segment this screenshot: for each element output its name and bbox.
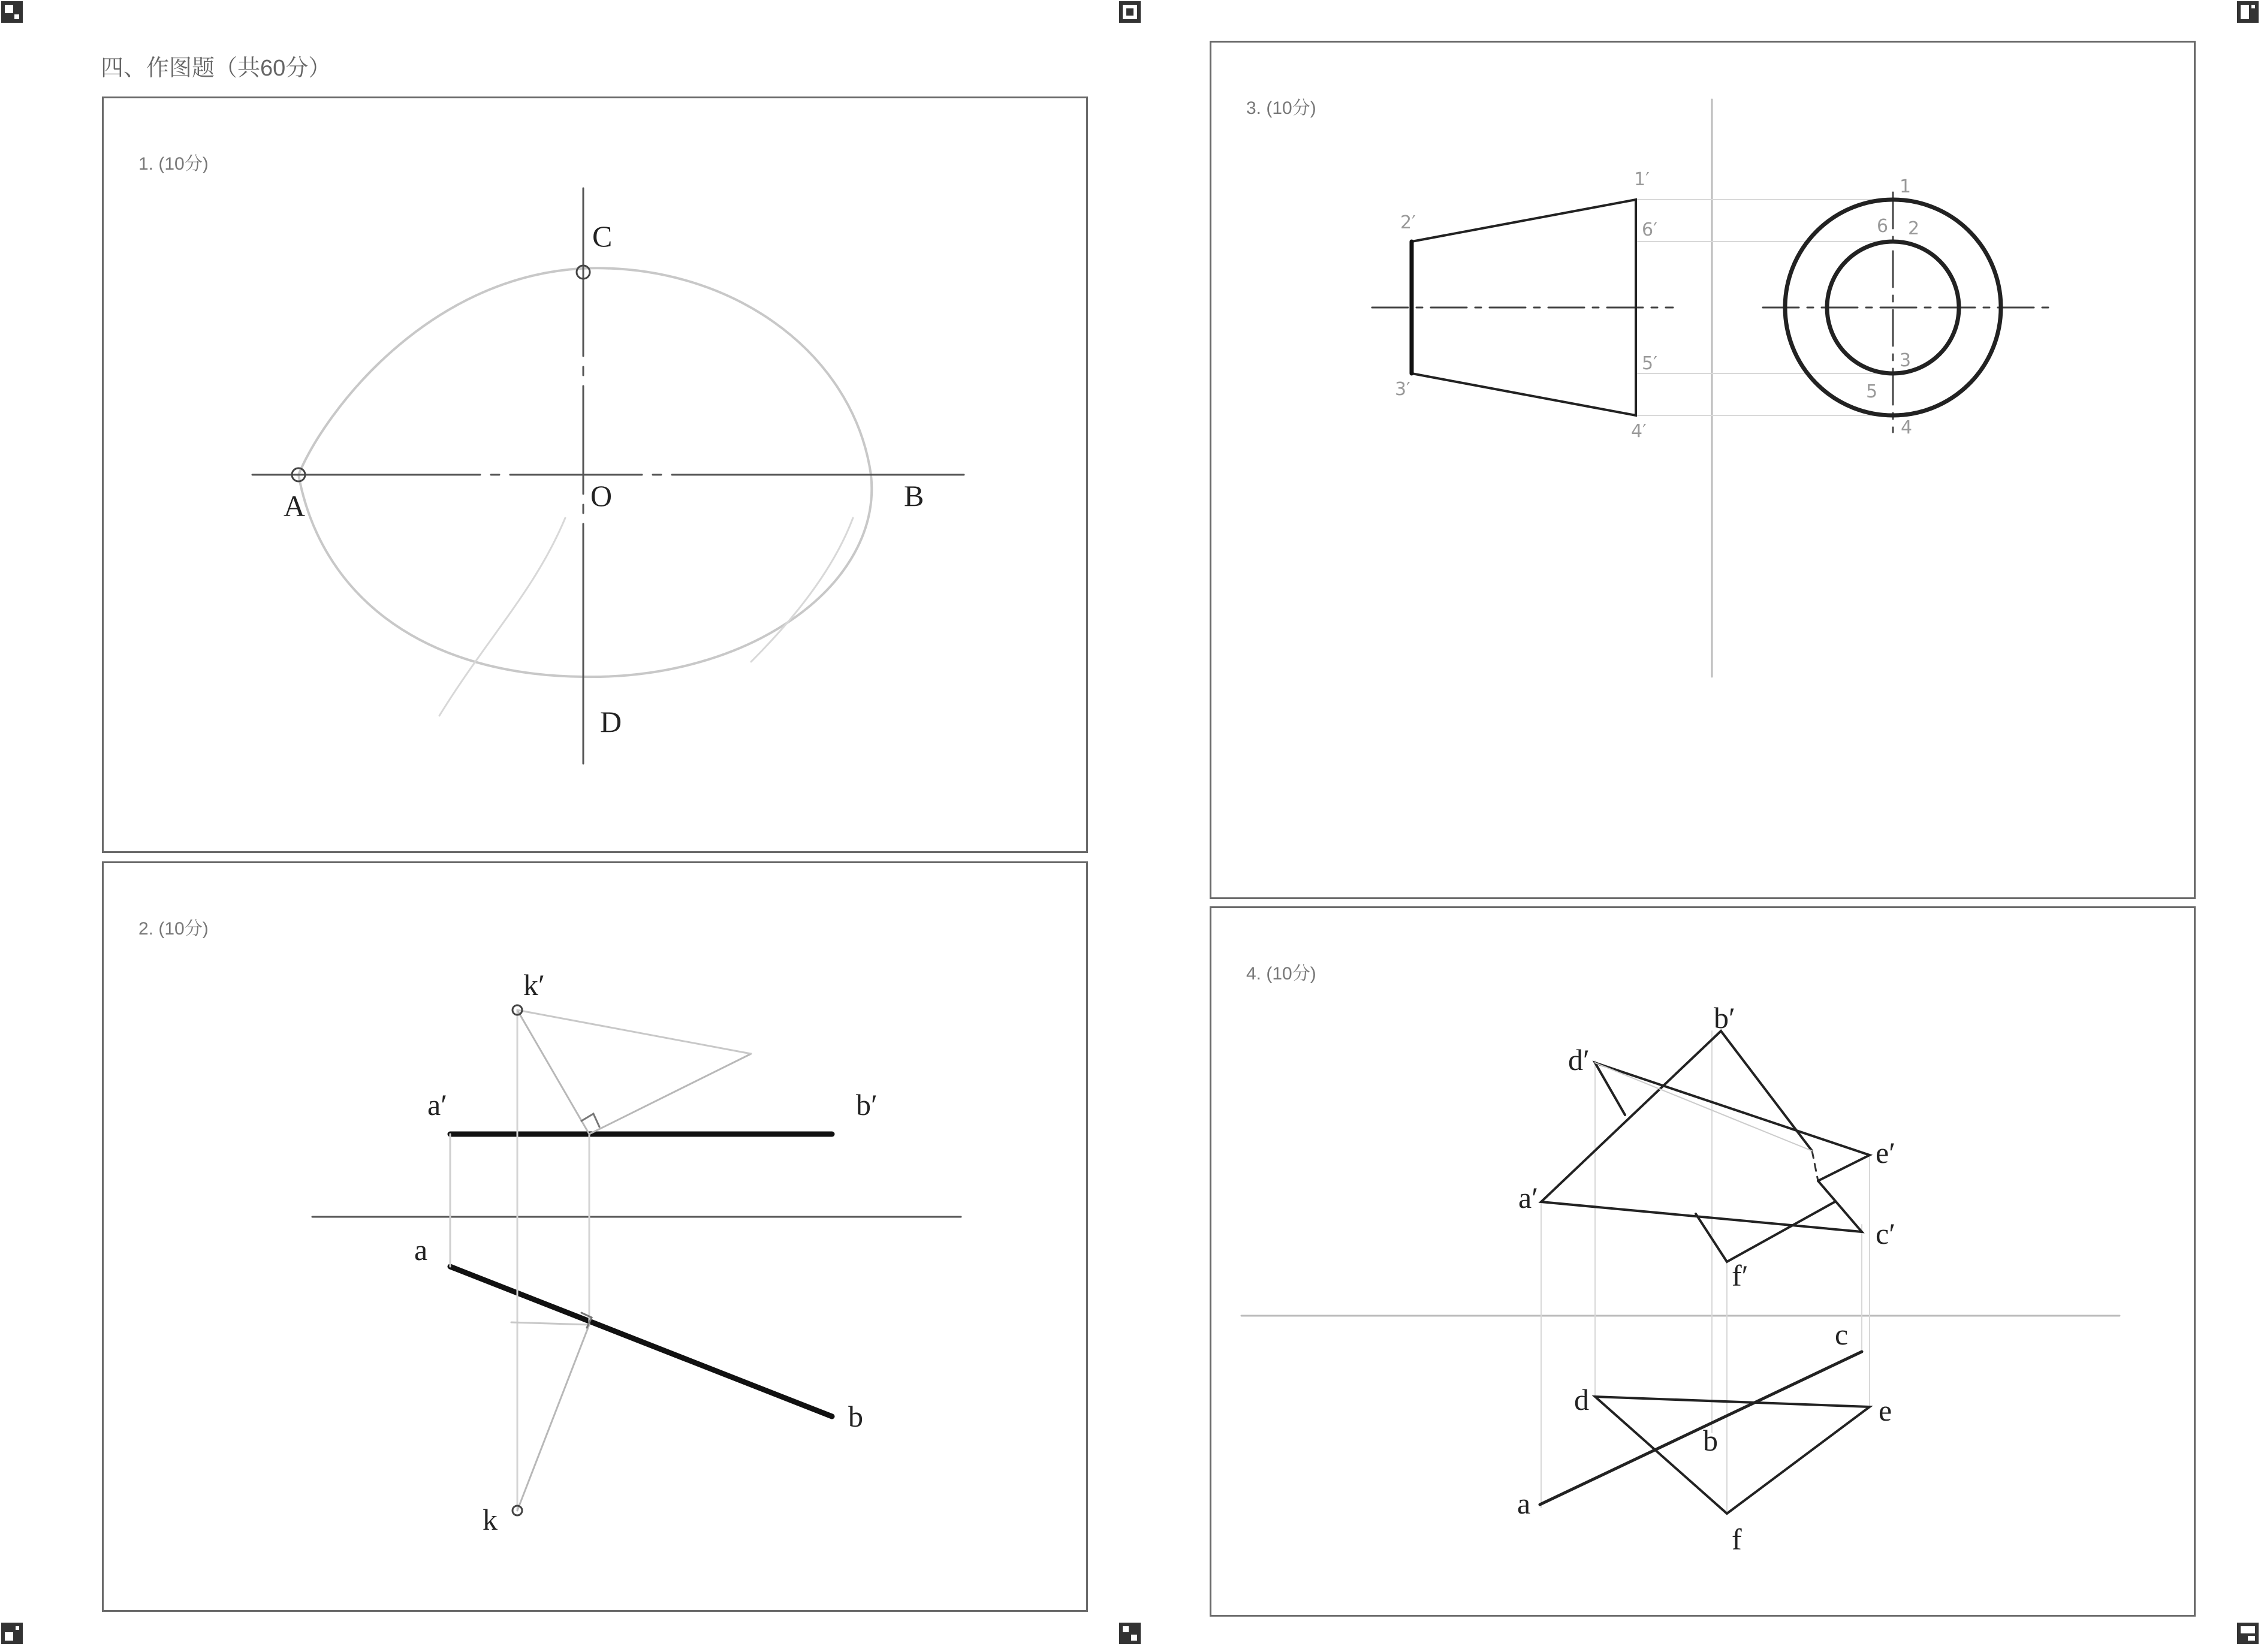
- question-3-panel: [1210, 41, 2196, 899]
- corner-marker-bottom-right: [2236, 1621, 2260, 1645]
- point-label-b: b: [848, 1400, 863, 1433]
- construction-front: [517, 1010, 751, 1054]
- mark-2: 2: [1908, 218, 1920, 239]
- corner-marker-top-left: [0, 0, 24, 24]
- mark-3: 3: [1900, 350, 1912, 371]
- question-4-panel: [1210, 906, 2196, 1617]
- point-label-c-prime: c′: [1876, 1217, 1896, 1250]
- point-label-o: O: [590, 479, 613, 513]
- point-label-b: b: [1703, 1424, 1718, 1457]
- section-title: 四、作图题（共60分）: [101, 56, 331, 81]
- line-ab-top-view: [450, 1267, 832, 1416]
- point-label-c: C: [592, 219, 613, 253]
- question-4-label: 4. (10分): [1246, 964, 1316, 984]
- corner-marker-bottom-center: [1118, 1621, 1142, 1645]
- corner-marker-bottom-left: [0, 1621, 24, 1645]
- point-label-b: B: [904, 479, 924, 513]
- question-1-drawing: [104, 98, 1090, 855]
- point-label-a: A: [284, 489, 306, 523]
- perpendicular-top: [517, 1325, 589, 1511]
- question-3-label: 3. (10分): [1246, 98, 1316, 118]
- point-label-d: d: [1574, 1383, 1589, 1416]
- construction-arc-1: [439, 518, 565, 716]
- mark-5: 5: [1866, 381, 1878, 402]
- mark-6-prime: 6′: [1642, 219, 1657, 240]
- question-3-drawing: [1211, 43, 2197, 901]
- corner-marker-top-right: [2236, 0, 2260, 24]
- point-label-a: a: [414, 1233, 428, 1267]
- ellipse-sketch: [299, 268, 872, 677]
- triangle-def-front-lower: [1696, 1202, 1835, 1262]
- mark-4-prime: 4′: [1631, 421, 1647, 442]
- point-label-e-prime: e′: [1876, 1136, 1896, 1169]
- point-label-f-prime: f′: [1732, 1259, 1749, 1292]
- construction-top: [511, 1322, 589, 1325]
- corner-marker-top-center: [1118, 0, 1142, 24]
- construction-arc-2: [751, 518, 853, 662]
- point-label-d: D: [600, 705, 622, 738]
- point-label-k: k: [483, 1503, 498, 1536]
- mark-1: 1: [1900, 176, 1912, 197]
- point-label-d-prime: d′: [1568, 1043, 1590, 1077]
- question-4-drawing: [1211, 908, 2197, 1618]
- point-label-c: c: [1835, 1318, 1849, 1351]
- triangle-abc-front-hidden: [1812, 1151, 1818, 1181]
- mark-6: 6: [1877, 216, 1889, 237]
- true-length-front: [589, 1054, 751, 1134]
- mark-2-prime: 2′: [1400, 212, 1416, 233]
- point-label-e: e: [1879, 1394, 1892, 1427]
- question-2-drawing: [104, 863, 1090, 1614]
- point-label-a: a: [1517, 1487, 1531, 1520]
- perpendicular-front: [517, 1010, 589, 1134]
- mark-5-prime: 5′: [1642, 353, 1657, 374]
- point-label-b-prime: b′: [1714, 1001, 1735, 1035]
- triangle-def-front-solid: [1595, 1063, 1870, 1181]
- point-label-b-prime: b′: [856, 1088, 878, 1122]
- question-2-panel: [102, 861, 1088, 1612]
- point-label-f: f: [1732, 1523, 1742, 1556]
- mark-4: 4: [1901, 417, 1913, 438]
- point-label-k-prime: k′: [523, 968, 545, 1002]
- mark-3-prime: 3′: [1395, 379, 1410, 400]
- line-ac-top: [1540, 1352, 1862, 1505]
- point-label-a-prime: a′: [427, 1088, 448, 1122]
- question-1-label: 1. (10分): [138, 154, 209, 174]
- question-1-panel: [102, 97, 1088, 853]
- mark-1-prime: 1′: [1634, 169, 1650, 190]
- question-2-label: 2. (10分): [138, 919, 209, 939]
- point-label-a-prime: a′: [1518, 1181, 1539, 1214]
